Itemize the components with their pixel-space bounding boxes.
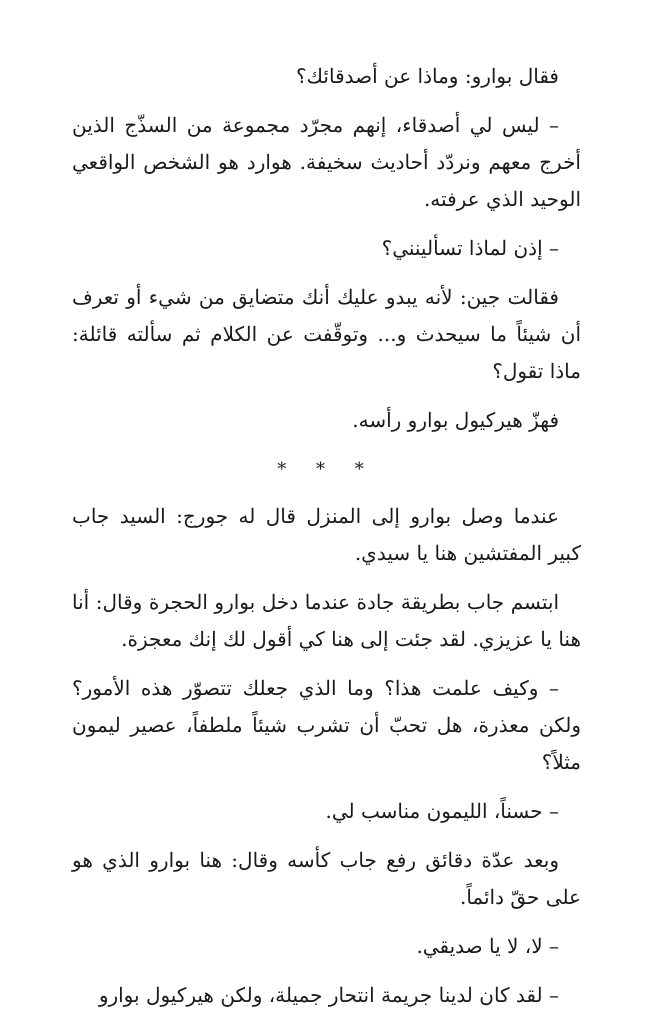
paragraph: – ليس لي أصدقاء، إنهم مجرّد مجموعة من السذّج الذين أخرج معهم ونردّد أحاديث سخيفة. هوارد هو الشخص الواقعي الوحيد الذي عرفته. [72, 113, 581, 211]
paragraph: فقال بوارو: وماذا عن أصدقائك؟ [295, 64, 559, 88]
paragraph: وبعد عدّة دقائق رفع جاب كأسه وقال: هنا بوارو الذي هو على حقّ دائماً. [72, 848, 581, 909]
paragraph: – إذن لماذا تسألينني؟ [381, 236, 559, 260]
paragraph: – لا، لا يا صديقي. [416, 934, 559, 958]
book-page [72, 58, 581, 1026]
paragraph: – حسناً، الليمون مناسب لي. [325, 799, 559, 823]
section-divider: * * * [277, 459, 376, 480]
paragraph: – وكيف علمت هذا؟ وما الذي جعلك تتصوّر هذه الأمور؟ ولكن معذرة، هل تحبّ أن تشرب شيئاً ملطفاً، عصير ليمون مثلاً؟ [72, 676, 581, 774]
paragraph: فهزّ هيركيول بوارو رأسه. [352, 408, 559, 432]
paragraph: عندما وصل بوارو إلى المنزل قال له جورج: السيد جاب كبير المفتشين هنا يا سيدي. [72, 504, 581, 565]
paragraph: فقالت جين: لأنه يبدو عليك أنك متضايق من شيء أو تعرف أن شيئاً ما سيحدث و... وتوقّفت عن الكلام ثم سألته قائلة: ماذا تقول؟ [72, 285, 581, 383]
paragraph: ابتسم جاب بطريقة جادة عندما دخل بوارو الحجرة وقال: أنا هنا يا عزيزي. لقد جئت إلى هنا كي أقول لك إنك معجزة. [72, 590, 581, 651]
paragraph: – لقد كان لدينا جريمة انتحار جميلة، ولكن هيركيول بوارو [98, 983, 559, 1007]
